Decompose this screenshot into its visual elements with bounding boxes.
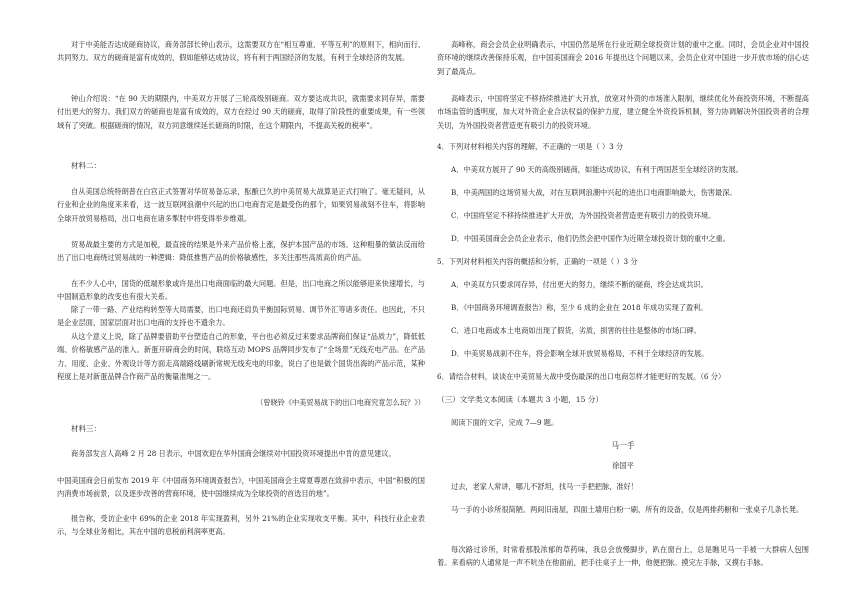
paragraph: 对于中美能否达成磋商协议，商务部部长钟山表示，这需要双方在“相互尊重、平等互利”的原则下，相向而行、共同努力。双方的磋商是富有成效的，假如能够达成协议，将有利于两国经济的发展，有利于全球经济的发展。	[57, 40, 425, 63]
paragraph: 高峰称，商会会员企业明确表示，中国仍然是所在行业近期全球投资计划的重中之重。同时，会员企业对中国投资环境的继续改善保持乐观，自中国美国商会 2016 年提出这个问题以来，会员企业对中国进一步开放市场的信心达到了最高点。	[437, 40, 809, 76]
paragraph: 自从美国总统特朗普在白宫正式签署对华贸易备忘录，酝酿已久的中美贸易大战算是正式打响了。毫无疑问，从行业和企业的角度来来看，这一波互联网浪潮中兴起的出口电商肯定是最受伤的那个，如果贸易战刻不住车，将影响全球开放贸易格局，出口电商在诸多掣肘中将变得举步维艰。	[57, 187, 425, 223]
section-heading: 材料三：	[71, 424, 101, 433]
paragraph: 在不少人心中，国货的低端形象或许是出口电商面临的最大问题。但是，出口电商之所以能够迎来快速增长，与中国制造形象的改变也有很大关系。	[57, 279, 425, 302]
option-4d: D．中国美国商会会员企业表示，他们仍然会把中国作为近期全球投资计划的重中之重。	[451, 234, 730, 243]
question-4: 4．下列对材料相关内容的理解，不正确的一项是（ ）3 分	[437, 142, 624, 151]
question-5: 5．下列对材料相关内容的概括和分析，正确的一项是（ ）3 分	[437, 257, 638, 266]
option-4c: C．中国将坚定不移持续推进扩大开放，为外国投资者营造更有吸引力的投资环境。	[451, 211, 716, 220]
question-6: 6．请结合材料，谈谈在中美贸易大战中受伤最深的出口电商怎样才能更好的发展。（6 分）	[437, 372, 726, 381]
paragraph: 高峰表示，中国将坚定不移持续推进扩大开放，放宽对外资的市场准入限制，继续优化外商投资环境，不断提高市场监管的透明度，加大对外资企业合法权益的保护力度，建立健全外资投诉机制，努力协调解决外国投资者的合理关切，为外国投资者营造更有吸引力的投资环境。	[437, 94, 809, 130]
source-citation: （曾晓铃《中美贸易战下的出口电商究竟怎么玩？》）	[256, 398, 425, 407]
story-title: 马一手	[611, 441, 635, 450]
paragraph: 钟山介绍说：“在 90 天的期限内，中美双方开展了三轮高级别磋商。双方要达成共识，就需要求同存异，需要付出更大的努力。我们双方的磋商也是富有成效的，双方在经过 90 天的磋商，取得了阶段性的重要成果，有一些领域有了突破。根据磋商的情况，双方同意继续延长磋商的时限，在这个期限内，不提高关税的税率”。	[57, 94, 425, 130]
option-5a: A．中美双方只要求同存异，付出更大的努力，继续不断的磋商，终会达成共识。	[451, 280, 708, 289]
instruction: 阅读下面的文字，完成 7—9 题。	[451, 418, 559, 427]
paragraph: 中国美国商会日前发布 2019 年《中国商务环境调查报告》，中国美国商会主席夏尊恩在致辞中表示，中国“积极的国内消费市场前景，以及逐步改善的营商环境，使中国继续成为全球投资的首选目的地”。	[57, 476, 425, 499]
option-5b: B．《中国商务环境调查报告》称，至少 6 成的企业在 2018 年成功实现了盈利。	[451, 303, 708, 312]
section-heading: 材料二：	[71, 161, 101, 170]
option-4b: B．中美两国的这场贸易大战，对在互联网浪潮中兴起的进出口电商影响最大，伤害最深。	[451, 188, 737, 197]
story-author: 徐国平	[612, 461, 634, 470]
paragraph: 马一手的小诊所很简陋。两间旧南屋，四面土墙用白粉一刷，所有的设备，仅是两排药橱和一张桌子几条长凳。	[451, 505, 804, 514]
option-5d: D．中美贸易战刹不住车，将会影响全球开放贸易格局，不利于全球经济的发展。	[451, 349, 709, 358]
paragraph: 贸易战最主要的方式是加税，最直接的结果是外来产品价格上涨，保护本国产品的市场。这种粗暴的做法反而给出了出口电商绕过贸易战的一种逻辑：降低推售产品的价格敏感性，多关注那些高质高价的产品。	[57, 240, 425, 263]
paragraph: 商务部发言人高峰 2 月 28 日表示，中国欢迎在华外国商会继续对中国投资环境提出中肯的意见建议。	[71, 449, 396, 458]
paragraph: 除了一带一路、产业结构转型等大局需要，出口电商还肩负平衡国际贸易、调节外汇等诸多责任。也因此，不只是企业层面，国家层面对出口电商的支持也不遗余力。	[57, 305, 425, 328]
paragraph: 报告称，受访企业中 69%的企业 2018 年实现盈利，另外 21%的企业实现收支平衡。其中，科技行业企业表示，与全球业务相比，其在中国的息税前利润率更高。	[57, 514, 425, 537]
option-4a: A．中美双方展开了 90 天的高级别磋商，如能达成协议，有利于两国甚至全球经济的发展。	[451, 165, 744, 174]
paragraph: 过去，老家人常讲，哪儿不舒坦，找马一手把把脉，准好！	[451, 482, 638, 491]
paragraph: 从这个意义上说，除了品牌要借助平台塑造自己的形象，平台也必须反过来要求品牌商们保证“品质力”，降低低端、价格敏感产品的准入。新蛋开辟商会的时间，联络互动 MOPS 品牌同步发布了“全场景”无线充电产品。在产品力、用度、企业、外观设计等方面走高端路线刷新常规无线充电的印象，说白了也是做个国货出海的产品示范，某种程度上是对新蛋品牌合作商产品的衡量准绳之一。	[57, 332, 425, 381]
paragraph: 每次路过诊所，时常看那股浓郁的草药味，我总会放慢脚步，趴在窗台上，总是瞧见马一手被一大群病人包围着。来看病的人通常是一声不吭坐在他面前，把手往桌子上一伸，他便把脉。摸完左手脉，又摸右手脉。	[437, 545, 809, 568]
option-5c: C．进口电商或本土电商如出现了假货，劣质，损害的往往是整体的市场口碑。	[451, 326, 701, 335]
section-heading: （三）文学类文本阅读（本题共 3 小题，15 分）	[437, 395, 604, 404]
